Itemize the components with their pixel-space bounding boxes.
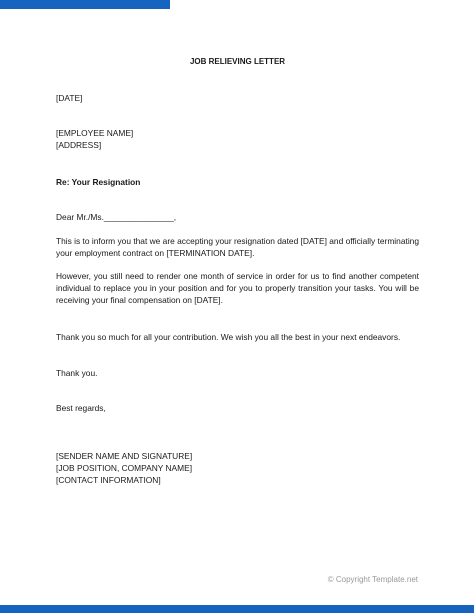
thank-you-line: Thank you. [56, 368, 98, 378]
top-accent-bar [0, 0, 170, 9]
letter-subject: Re: Your Resignation [56, 177, 141, 187]
paragraph-acceptance: This is to inform you that we are accepting your resignation dated [DATE] and officially terminating your employment contract on [TERMINATION DATE]. [56, 236, 419, 258]
sender-contact: [CONTACT INFORMATION] [56, 475, 161, 485]
sender-name: [SENDER NAME AND SIGNATURE] [56, 451, 193, 461]
sender-position: [JOB POSITION, COMPANY NAME] [56, 463, 193, 473]
closing-line: Best regards, [56, 403, 106, 413]
letter-date: [DATE] [56, 93, 83, 103]
employee-name: [EMPLOYEE NAME] [56, 128, 134, 138]
paragraph-service-notice: However, you still need to render one month of service in order for us to find another competent individual to replace you in your position and for you to properly transition your tasks. You will be receiving your final compensation on [DATE]. [56, 271, 419, 305]
salutation: Dear Mr./Ms._______________, [56, 212, 177, 222]
bottom-accent-bar [0, 605, 474, 613]
employee-address: [ADDRESS] [56, 140, 102, 150]
copyright-notice: © Copyright Template.net [327, 575, 418, 584]
paragraph-thanks-contribution: Thank you so much for all your contribution. We wish you all the best in your next endeavors. [56, 332, 401, 342]
letter-title: JOB RELIEVING LETTER [189, 57, 286, 66]
